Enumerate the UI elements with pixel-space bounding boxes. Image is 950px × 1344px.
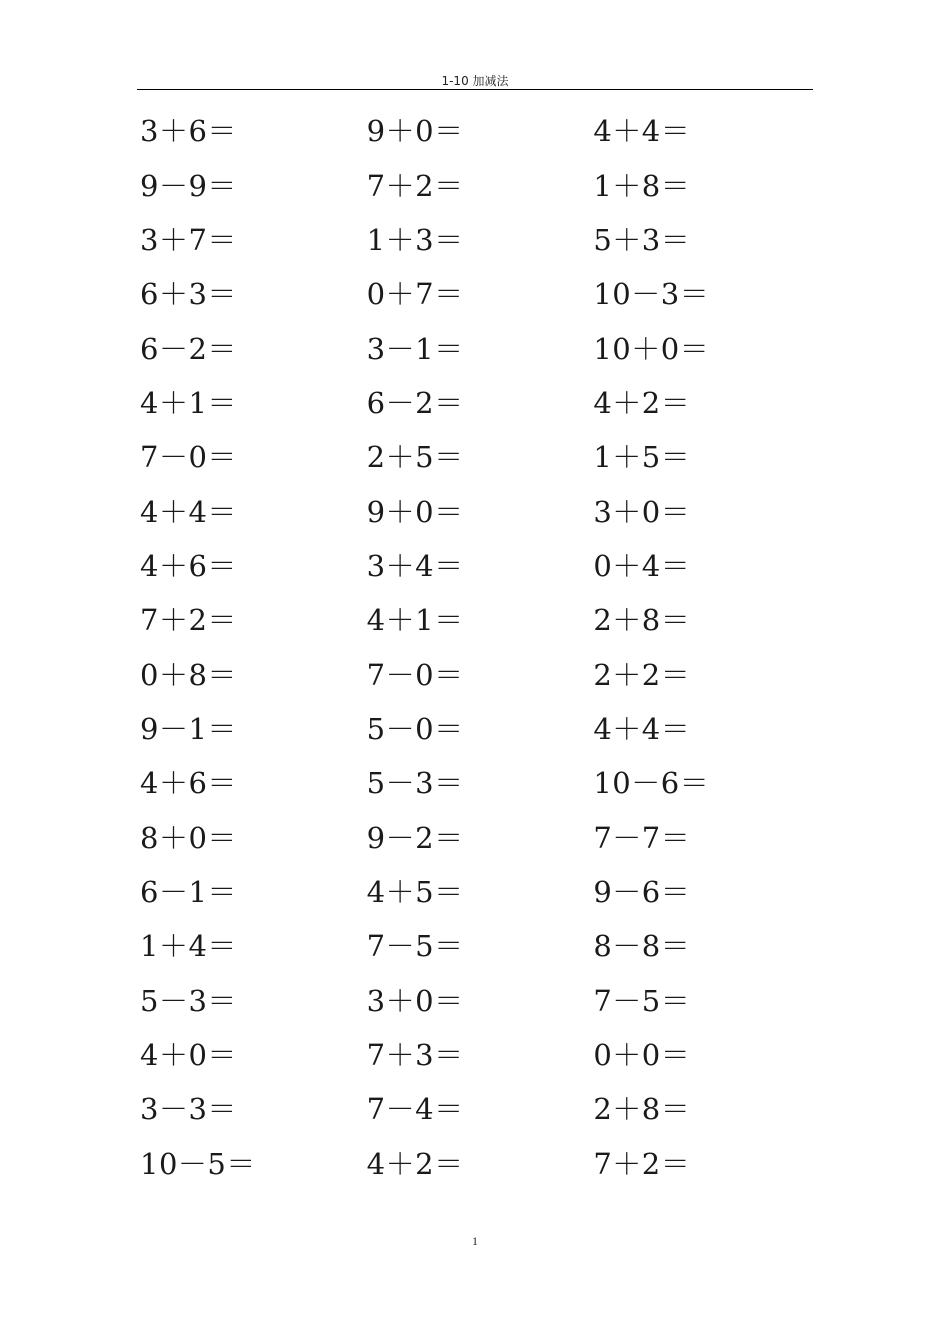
problem-item: 0＋7＝ bbox=[366, 277, 464, 312]
problem-item: 5－0＝ bbox=[366, 711, 464, 746]
problem-item: 9－1＝ bbox=[140, 711, 237, 746]
problem-item: 0＋0＝ bbox=[593, 1038, 691, 1073]
problem-item: 4＋4＝ bbox=[593, 114, 691, 149]
problem-item: 3－3＝ bbox=[140, 1092, 237, 1127]
problem-item: 6－1＝ bbox=[140, 874, 237, 909]
problem-item: 7＋2＝ bbox=[140, 603, 237, 638]
problem-item: 4＋6＝ bbox=[140, 548, 237, 583]
problem-row bbox=[140, 539, 820, 593]
problem-item: 9－2＝ bbox=[366, 820, 464, 855]
problem-row bbox=[140, 158, 820, 212]
problem-item: 6－2＝ bbox=[366, 385, 464, 420]
problem-item: 7－5＝ bbox=[593, 983, 691, 1018]
problem-item: 4＋4＝ bbox=[593, 711, 691, 746]
problem-item: 10－3＝ bbox=[593, 277, 710, 312]
problem-item: 7－7＝ bbox=[593, 820, 691, 855]
header-title: 1-10 加减法 bbox=[441, 74, 509, 88]
problem-item: 9＋0＝ bbox=[366, 494, 464, 529]
problem-row bbox=[140, 593, 820, 647]
problem-row bbox=[140, 919, 820, 973]
problem-row bbox=[140, 756, 820, 810]
problem-item: 8＋0＝ bbox=[140, 820, 237, 855]
problem-item: 10＋0＝ bbox=[593, 331, 710, 366]
problem-row bbox=[140, 1137, 820, 1191]
problem-item: 3＋0＝ bbox=[593, 494, 691, 529]
problem-item: 10－5＝ bbox=[140, 1146, 256, 1181]
problem-item: 9－6＝ bbox=[593, 874, 691, 909]
problem-item: 4＋5＝ bbox=[366, 874, 464, 909]
problem-item: 5－3＝ bbox=[140, 983, 237, 1018]
problem-item: 9－9＝ bbox=[140, 168, 237, 203]
problem-item: 0＋4＝ bbox=[593, 548, 691, 583]
problem-item: 7－5＝ bbox=[366, 929, 464, 964]
problem-row bbox=[140, 267, 820, 321]
problem-item: 2＋2＝ bbox=[593, 657, 691, 692]
problem-item: 9＋0＝ bbox=[366, 114, 464, 149]
problem-item: 4＋1＝ bbox=[366, 603, 464, 638]
problem-item: 10－6＝ bbox=[593, 766, 710, 801]
problem-grid bbox=[140, 104, 820, 1191]
problem-item: 1＋4＝ bbox=[140, 929, 237, 964]
problem-row bbox=[140, 213, 820, 267]
problem-item: 1＋8＝ bbox=[593, 168, 691, 203]
problem-item: 3＋0＝ bbox=[366, 983, 464, 1018]
problem-item: 1＋5＝ bbox=[593, 440, 691, 475]
problem-item: 8－8＝ bbox=[593, 929, 691, 964]
problem-row bbox=[140, 865, 820, 919]
problem-row bbox=[140, 430, 820, 484]
problem-item: 4＋1＝ bbox=[140, 385, 237, 420]
problem-item: 7＋3＝ bbox=[366, 1038, 464, 1073]
problem-item: 7＋2＝ bbox=[593, 1146, 691, 1181]
problem-item: 0＋8＝ bbox=[140, 657, 237, 692]
problem-row bbox=[140, 974, 820, 1028]
problem-item: 5＋3＝ bbox=[593, 222, 691, 257]
problem-row bbox=[140, 321, 820, 375]
problem-item: 3－1＝ bbox=[366, 331, 464, 366]
problem-row bbox=[140, 104, 820, 158]
problem-item: 6＋3＝ bbox=[140, 277, 237, 312]
problem-item: 7－4＝ bbox=[366, 1092, 464, 1127]
problem-item: 3＋4＝ bbox=[366, 548, 464, 583]
problem-row bbox=[140, 702, 820, 756]
page-header bbox=[137, 70, 813, 90]
problem-item: 4＋6＝ bbox=[140, 766, 237, 801]
problem-item: 3＋7＝ bbox=[140, 222, 237, 257]
problem-row bbox=[140, 647, 820, 701]
problem-item: 4＋4＝ bbox=[140, 494, 237, 529]
problem-item: 4＋2＝ bbox=[366, 1146, 464, 1181]
problem-item: 7＋2＝ bbox=[366, 168, 464, 203]
problem-item: 3＋6＝ bbox=[140, 114, 237, 149]
page-number: 1 bbox=[472, 1234, 478, 1248]
problem-item: 4＋0＝ bbox=[140, 1038, 237, 1073]
problem-row bbox=[140, 1082, 820, 1136]
problem-row bbox=[140, 810, 820, 864]
problem-item: 1＋3＝ bbox=[366, 222, 464, 257]
problem-item: 7－0＝ bbox=[140, 440, 237, 475]
problem-item: 2＋5＝ bbox=[366, 440, 464, 475]
problem-row bbox=[140, 484, 820, 538]
problem-item: 4＋2＝ bbox=[593, 385, 691, 420]
problem-item: 6－2＝ bbox=[140, 331, 237, 366]
problem-item: 2＋8＝ bbox=[593, 1092, 691, 1127]
problem-item: 2＋8＝ bbox=[593, 603, 691, 638]
problem-item: 7－0＝ bbox=[366, 657, 464, 692]
problem-row bbox=[140, 1028, 820, 1082]
problem-item: 5－3＝ bbox=[366, 766, 464, 801]
problem-row bbox=[140, 376, 820, 430]
